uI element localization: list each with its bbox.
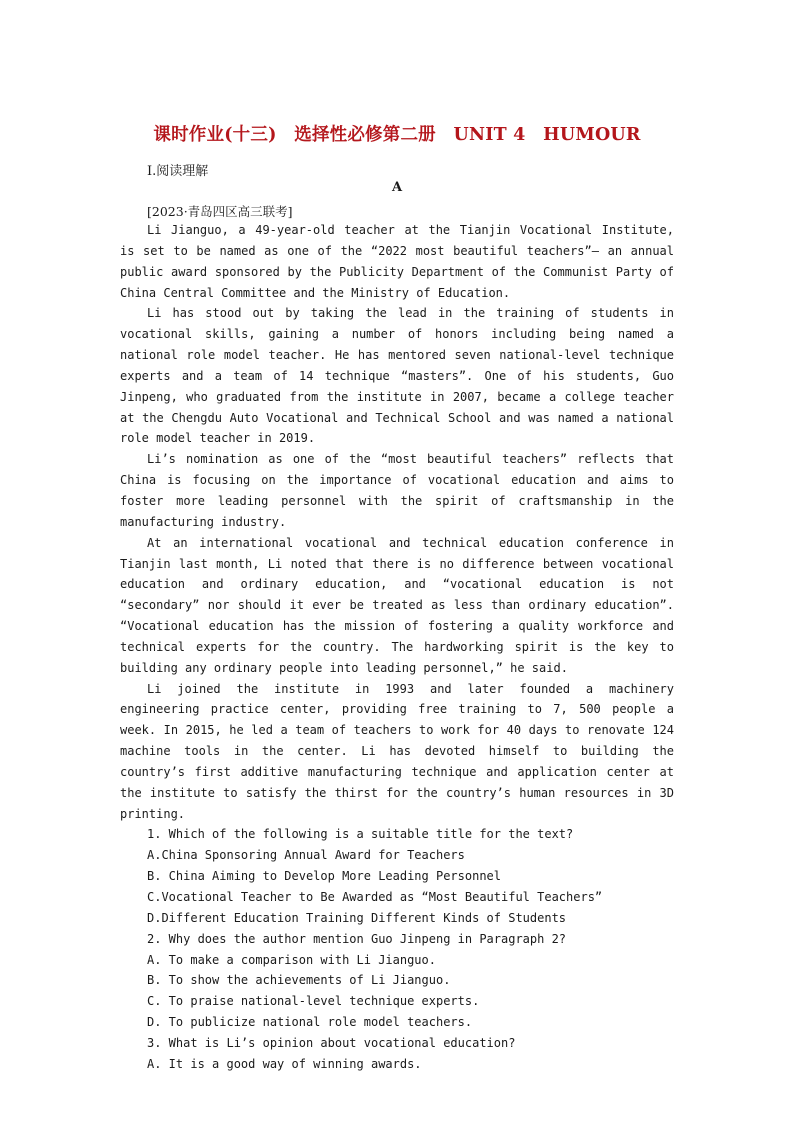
answer-option: B. To show the achievements of Li Jianguo.: [147, 973, 451, 988]
answer-option: B. China Aiming to Develop More Leading Personnel: [147, 869, 502, 884]
answer-option: A. It is a good way of winning awards.: [147, 1056, 422, 1071]
question: 1. Which of the following is a suitable title for the text?: [147, 827, 574, 842]
section-heading: Ⅰ.阅读理解: [147, 164, 209, 179]
paragraph: At an international vocational and technical education conference in Tianjin last month, Li noted that there is no difference between vocational education and ordinary education, and “vocational education is not “secondary” nor should it ever be treated as less than ordinary education”. “Vocational education has the mission of fostering a quality workforce and technical experts for the country. The hardworking spirit is the key to building any ordinary people into leading personnel,” he said.: [120, 535, 674, 675]
paragraph: Li Jianguo, a 49-year-old teacher at the Tianjin Vocational Institute, is set to be named as one of the “2022 most beautiful teachers”— an annual public award sponsored by the Publicity Department of the Communist Party of China Central Committee and the Ministry of Education.: [120, 223, 674, 300]
page-title: 课时作业(十三) 选择性必修第二册 UNIT 4 HUMOUR: [153, 125, 641, 145]
paragraph: Li joined the institute in 1993 and later founded a machinery engineering practice center, providing free training to 7, 500 people a week. In 2015, he led a team of teachers to work for 40 days to renovate 124 machine tools in the center. Li has devoted himself to building the country’s first additive manufacturing technique and application center at the institute to satisfy the thirst for the country’s human resources in 3D printing.: [120, 681, 674, 821]
passage-label: A: [391, 180, 403, 195]
passage-body: [120, 220, 674, 1075]
answer-option: A. To make a comparison with Li Jianguo.: [147, 952, 436, 967]
paragraph: Li has stood out by taking the lead in the training of students in vocational skills, gaining a number of honors including being named a national role model teacher. He has mentored seven national-level technique experts and a team of 14 technique “masters”. One of his students, Guo Jinpeng, who graduated from the institute in 2007, became a college teacher at the Chengdu Auto Vocational and Technical School and was named a national role model teacher in 2019.: [120, 306, 674, 446]
answer-option: D. To publicize national role model teachers.: [147, 1015, 473, 1030]
question: 2. Why does the author mention Guo Jinpeng in Paragraph 2?: [147, 931, 567, 946]
question: 3. What is Li’s opinion about vocational education?: [147, 1035, 516, 1050]
answer-option: C.Vocational Teacher to Be Awarded as “Most Beautiful Teachers”: [147, 890, 603, 904]
answer-option: D.Different Education Training Different Kinds of Students: [147, 910, 567, 925]
source-note: [2023·青岛四区高三联考]: [147, 204, 293, 219]
answer-option: C. To praise national-level technique experts.: [147, 994, 480, 1009]
paragraph: Li’s nomination as one of the “most beautiful teachers” reflects that China is focusing on the importance of vocational education and aims to foster more leading personnel with the spirit of craftsmanship in the manufacturing industry.: [120, 452, 674, 529]
answer-option: A.China Sponsoring Annual Award for Teachers: [147, 848, 465, 863]
